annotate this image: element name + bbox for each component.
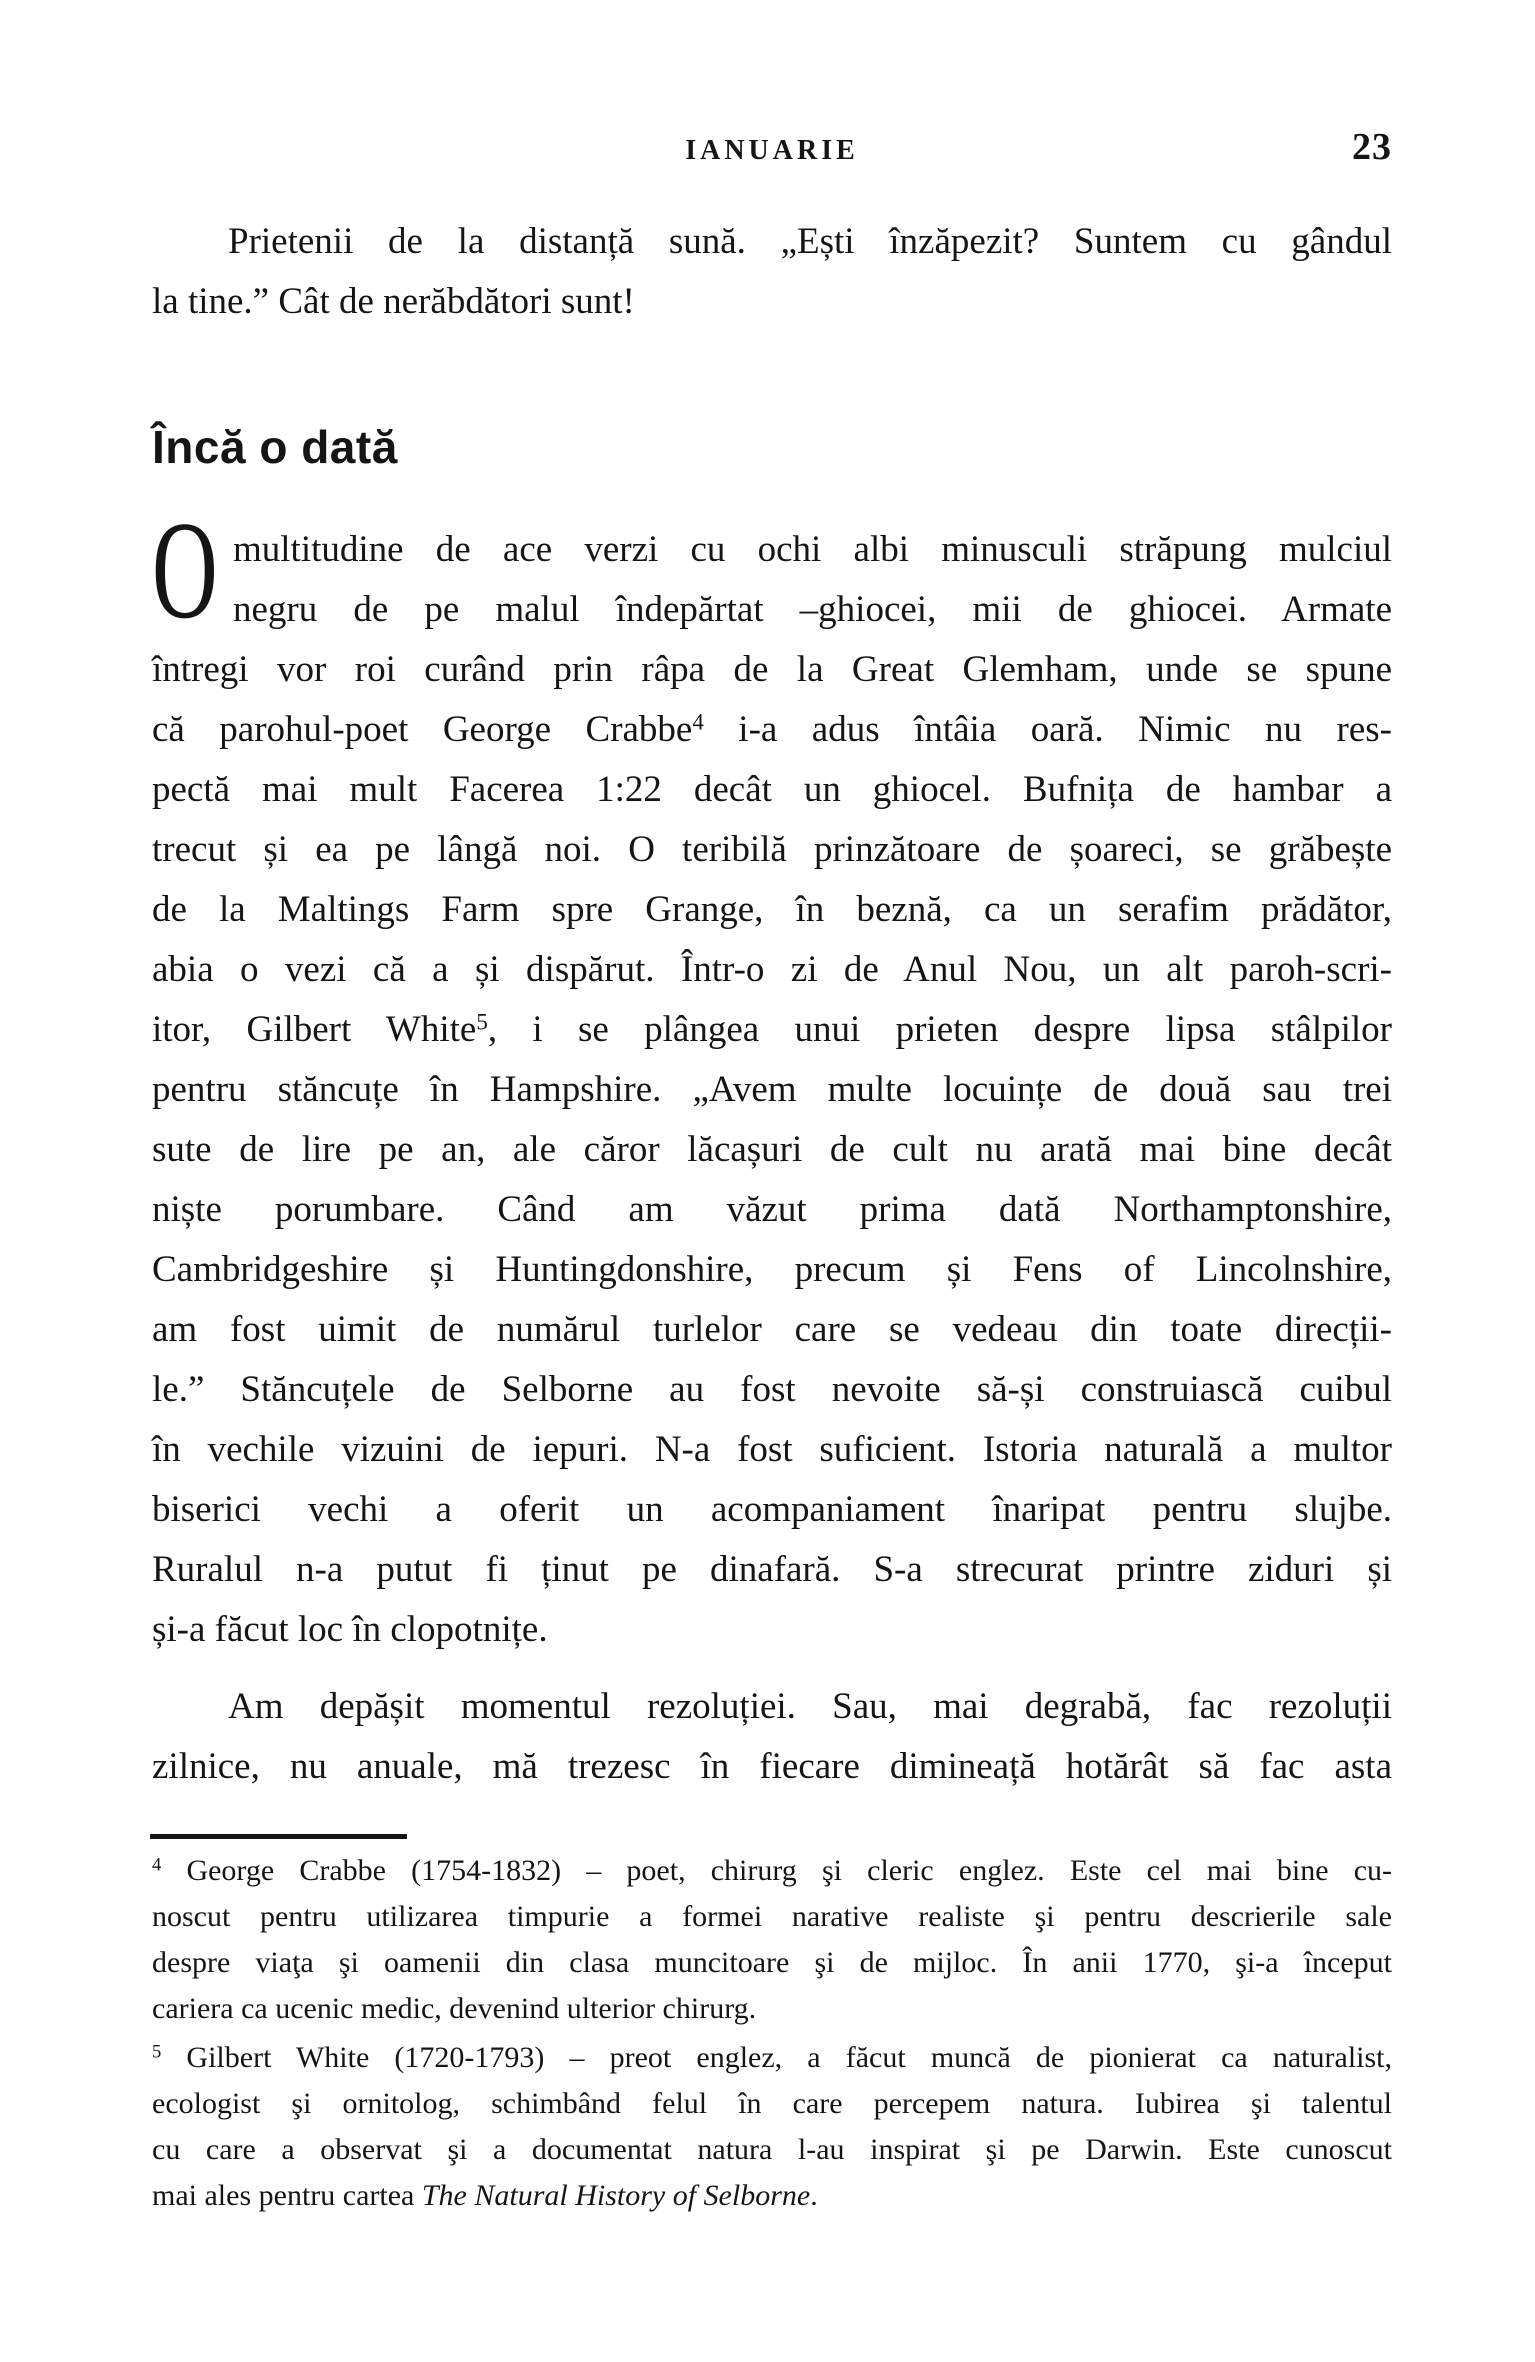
- main-paragraph: [152, 493, 1392, 1660]
- page-number: 23: [1352, 126, 1392, 168]
- text-line: zilnice, nu anuale, mă trezesc în fiecare dimineață hotărât să fac asta: [152, 1746, 1392, 1787]
- text-line: Ruralul n-a putut fi ținut pe dinafară. S-a strecurat printre ziduri și: [152, 1549, 1392, 1590]
- text-line: niște porumbare. Când am văzut prima dată Northamptonshire,: [152, 1189, 1392, 1230]
- text-line: cu care a observat şi a documentat natura l-au inspirat şi pe Darwin. Este cunoscut: [152, 2133, 1392, 2166]
- text-line: și-a făcut loc în clopotnițe.: [152, 1609, 548, 1650]
- text-line: pectă mai mult Facerea 1:22 decât un ghiocel. Bufnița de hambar a: [152, 769, 1392, 810]
- text-line: în vechile vizuini de iepuri. N-a fost suficient. Istoria naturală a multor: [152, 1429, 1392, 1470]
- text-line: am fost uimit de numărul turlelor care se vedeau din toate direcții-: [152, 1309, 1392, 1350]
- text-line: mai ales pentru cartea The Natural History of Selborne.: [152, 2179, 818, 2212]
- running-head: IANUARIE: [685, 135, 859, 166]
- footnote-4: [152, 1848, 1392, 2032]
- text-line: itor, Gilbert White$^5$, i se plângea unui prieten despre lipsa stâlpilor: [152, 1009, 1392, 1050]
- text-line: $^4$ George Crabbe (1754-1832) – poet, chirurg şi cleric englez. Este cel mai bine cu-: [152, 1854, 1392, 1887]
- footnote-divider: [150, 1834, 407, 1839]
- text-line: abia o vezi că a și dispărut. Într-o zi de Anul Nou, un alt paroh-scri-: [152, 949, 1392, 990]
- closing-paragraph: [152, 1677, 1392, 1797]
- text-line: Cambridgeshire și Huntingdonshire, precum și Fens of Lincolnshire,: [152, 1249, 1392, 1290]
- intro-paragraph: [152, 212, 1392, 332]
- text-line: biserici vechi a oferit un acompaniament înaripat pentru slujbe.: [152, 1489, 1392, 1530]
- text-line: negru de pe malul îndepărtat –ghiocei, mii de ghiocei. Armate: [233, 589, 1392, 630]
- text-line: că parohul-poet George Crabbe$^4$ i-a adus întâia oară. Nimic nu res-: [152, 709, 1392, 750]
- text-line: ecologist şi ornitolog, schimbând felul în care percepem natura. Iubirea şi talentul: [152, 2087, 1392, 2120]
- text-line: întregi vor roi curând prin râpa de la Great Glemham, unde se spune: [152, 649, 1392, 690]
- text-line: pentru stăncuțe în Hampshire. „Avem multe locuințe de două sau trei: [152, 1069, 1392, 1110]
- text-line: le.” Stăncuțele de Selborne au fost nevoite să-și construiască cuibul: [152, 1369, 1392, 1410]
- text-line: cariera ca ucenic medic, devenind ulterior chirurg.: [152, 1992, 757, 2025]
- text-line: multitudine de ace verzi cu ochi albi minusculi străpung mulciul: [233, 529, 1392, 570]
- text-line: sute de lire pe an, ale căror lăcașuri de cult nu arată mai bine decât: [152, 1129, 1392, 1170]
- drop-cap-letter: O: [152, 493, 218, 648]
- text-line: Prietenii de la distanță sună. „Ești înzăpezit? Suntem cu gândul: [228, 221, 1392, 262]
- text-line: trecut și ea pe lângă noi. O teribilă prinzătoare de șoareci, se grăbește: [152, 829, 1392, 870]
- text-line: de la Maltings Farm spre Grange, în beznă, ca un serafim prădător,: [152, 889, 1392, 930]
- text-line: noscut pentru utilizarea timpurie a formei narative realiste şi pentru descrierile sale: [152, 1900, 1392, 1933]
- text-line: despre viaţa şi oamenii din clasa muncitoare şi de mijloc. În anii 1770, şi-a început: [152, 1946, 1392, 1979]
- section-heading: Încă o dată: [152, 421, 398, 473]
- text-line: $^5$ Gilbert White (1720-1793) – preot englez, a făcut muncă de pionierat ca naturalist,: [152, 2041, 1392, 2074]
- text-line: la tine.” Cât de nerăbdători sunt!: [152, 281, 635, 322]
- footnote-5: [152, 2035, 1392, 2219]
- text-line: Am depășit momentul rezoluției. Sau, mai degrabă, fac rezoluții: [228, 1686, 1392, 1727]
